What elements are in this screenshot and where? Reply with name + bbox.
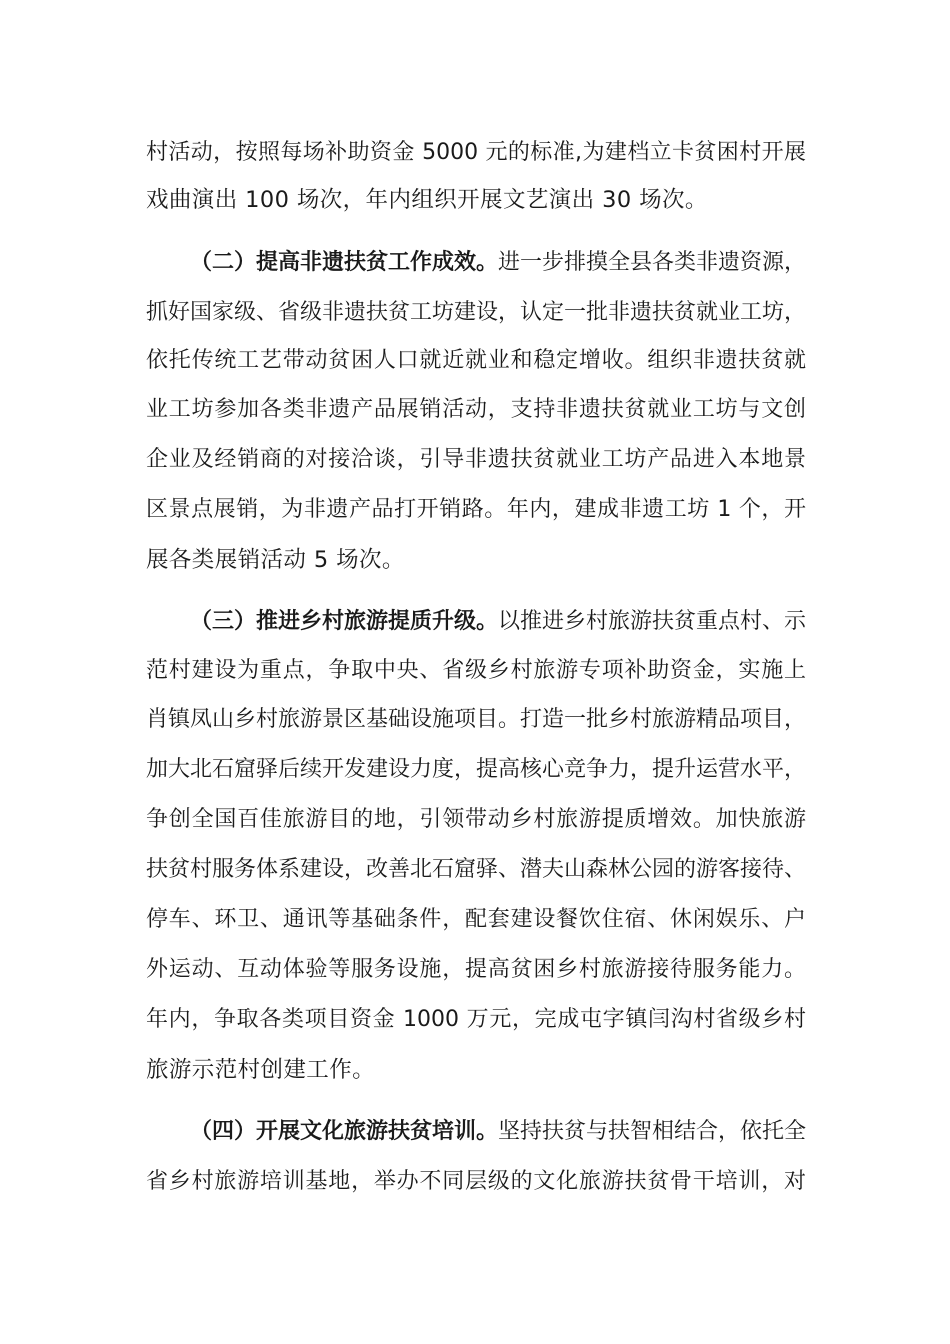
line-text: 肖镇凤山乡村旅游景区基础设施项目。打造一批乡村旅游精品项目， — [146, 707, 807, 732]
body-line — [146, 753, 806, 787]
body-line — [146, 344, 806, 378]
body-line — [146, 703, 806, 737]
body-line — [146, 493, 806, 527]
line-text: 业工坊参加各类非遗产品展销活动，支持非遗扶贫就业工坊与文创 — [146, 397, 806, 422]
line-text: 展各类展销活动 5 场次。 — [146, 547, 405, 573]
line-text: 抓好国家级、省级非遗扶贫工坊建设，认定一批非遗扶贫就业工坊， — [146, 300, 807, 325]
line-text: 戏曲演出 100 场次，年内组织开展文艺演出 30 场次。 — [146, 187, 708, 213]
line-text: 外运动、互动体验等服务设施，提高贫困乡村旅游接待服务能力。 — [146, 957, 806, 982]
line-text: 村活动，按照每场补助资金 5000 元的标准,为建档立卡贫困村开展 — [146, 140, 806, 165]
section-heading: （二）提高非遗扶贫工作成效。 — [190, 250, 499, 275]
line-text: 省乡村旅游培训基地，举办不同层级的文化旅游扶贫骨干培训，对 — [146, 1169, 806, 1194]
body-line — [146, 903, 806, 937]
line-text: 范村建设为重点，争取中央、省级乡村旅游专项补助资金，实施上 — [146, 658, 806, 683]
section-heading-line — [190, 246, 806, 280]
body-line — [146, 953, 806, 987]
section-heading: （四）开展文化旅游扶贫培训。 — [190, 1119, 499, 1144]
line-text: 扶贫村服务体系建设，改善北石窟驿、潜夫山森林公园的游客接待、 — [146, 857, 807, 882]
line-text: 加大北石窟驿后续开发建设力度，提高核心竞争力，提升运营水平， — [146, 757, 807, 782]
body-line — [146, 183, 806, 217]
line-text: 年内，争取各类项目资金 1000 万元，完成屯字镇闫沟村省级乡村 — [146, 1007, 806, 1032]
line-text: 争创全国百佳旅游目的地，引领带动乡村旅游提质增效。加快旅游 — [146, 807, 806, 832]
body-line — [146, 803, 806, 837]
section-heading: （三）推进乡村旅游提质升级。 — [190, 609, 499, 634]
body-line — [146, 1053, 806, 1087]
body-line — [146, 654, 806, 688]
body-line — [146, 393, 806, 427]
body-line — [146, 443, 806, 477]
line-text: 进一步排摸全县各类非遗资源， — [498, 250, 807, 275]
body-line — [146, 1165, 806, 1199]
line-text: 区景点展销，为非遗产品打开销路。年内，建成非遗工坊 1 个，开 — [146, 497, 806, 522]
line-text: 依托传统工艺带动贫困人口就近就业和稳定增收。组织非遗扶贫就 — [146, 348, 806, 373]
section-heading-line — [190, 605, 806, 639]
body-line — [146, 1003, 806, 1037]
body-line — [146, 136, 806, 170]
section-heading-line — [190, 1115, 806, 1149]
body-line — [146, 543, 806, 577]
body-line — [146, 853, 806, 887]
line-text: 企业及经销商的对接洽谈，引导非遗扶贫就业工坊产品进入本地景 — [146, 447, 806, 472]
line-text: 旅游示范村创建工作。 — [146, 1057, 376, 1083]
line-text: 停车、环卫、通讯等基础条件，配套建设餐饮住宿、休闲娱乐、户 — [146, 907, 806, 932]
line-text: 坚持扶贫与扶智相结合，依托全 — [498, 1119, 807, 1144]
body-line — [146, 296, 806, 330]
line-text: 以推进乡村旅游扶贫重点村、示 — [498, 609, 807, 634]
